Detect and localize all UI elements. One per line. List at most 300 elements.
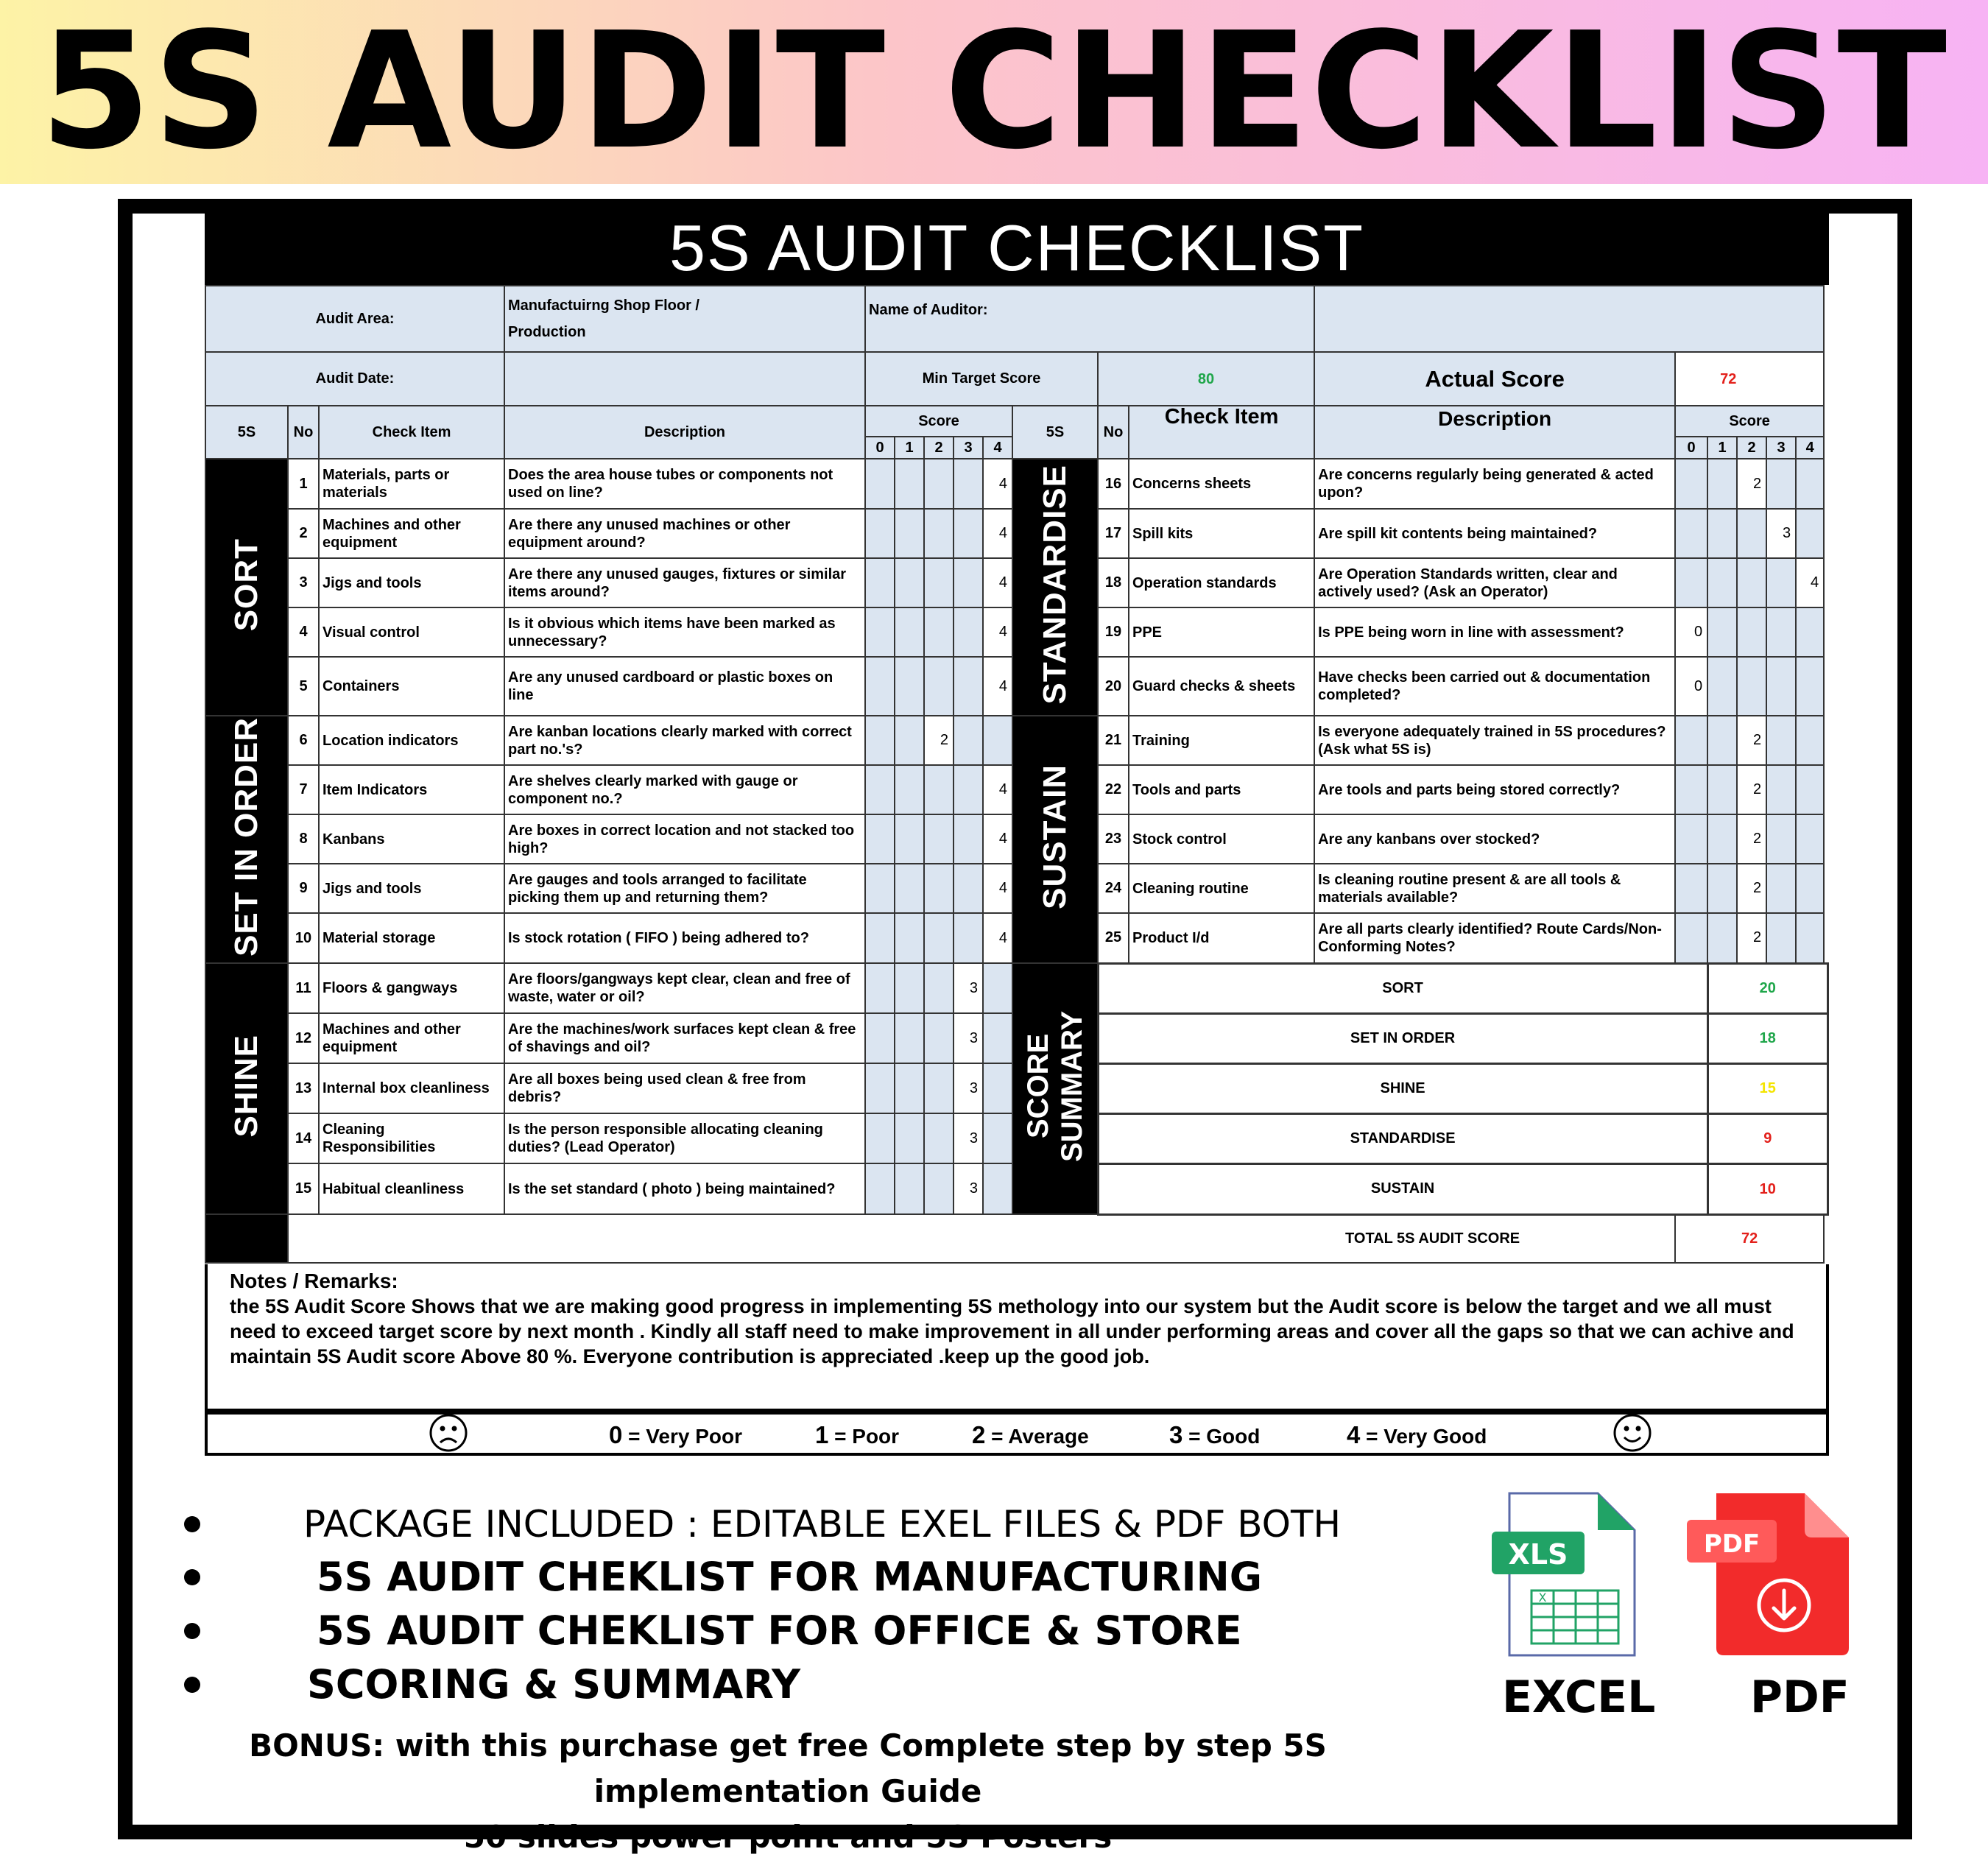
check-item: Operation standards <box>1129 558 1314 607</box>
item-number: 20 <box>1098 657 1129 716</box>
score-cell <box>1707 509 1737 558</box>
checklist-row <box>205 963 1828 1013</box>
section-label: SUSTAIN <box>1037 764 1073 909</box>
item-number: 2 <box>288 509 319 558</box>
legend-item-4 <box>1347 1422 1487 1450</box>
check-item: Visual control <box>319 607 504 657</box>
legend-text: = Very Poor <box>622 1425 742 1448</box>
score-cell <box>895 657 924 716</box>
score-value: 4 <box>1796 558 1824 607</box>
item-description: Are the machines/work surfaces kept clean & free of shavings and oil? <box>504 1013 865 1063</box>
item-number: 17 <box>1098 509 1129 558</box>
check-item: Tools and parts <box>1129 765 1314 814</box>
item-number: 5 <box>288 657 319 716</box>
actual-score-label: Actual Score <box>1314 352 1675 406</box>
legend-text: = Average <box>985 1425 1089 1448</box>
score-value: 4 <box>983 864 1012 913</box>
actual-score-value: 72 <box>1675 352 1824 406</box>
item-description: Is PPE being worn in line with assessment? <box>1314 607 1675 657</box>
score-value: 2 <box>924 716 954 765</box>
score-cell <box>924 1063 954 1113</box>
col-5s: 5S <box>1012 406 1098 459</box>
auditor-label <box>865 286 1314 352</box>
bonus-line: BONUS: with this purchase get free Complete step by step 5S implementation Guide <box>249 1727 1327 1809</box>
item-number: 3 <box>288 558 319 607</box>
legend-num: 0 <box>609 1421 623 1448</box>
col-no: No <box>288 406 319 459</box>
col-no: No <box>1098 406 1129 459</box>
auditor-label-text: Name of Auditor: <box>869 302 988 318</box>
item-number: 7 <box>288 765 319 814</box>
score-cell <box>1707 716 1737 765</box>
score-cell <box>983 716 1012 765</box>
item-description: Are tools and parts being stored correctly? <box>1314 765 1675 814</box>
score-cell <box>865 1063 895 1113</box>
score-cell <box>1675 814 1707 864</box>
score-cell <box>1796 913 1824 963</box>
check-item: Concerns sheets <box>1129 459 1314 509</box>
total-label: TOTAL 5S AUDIT SCORE <box>288 1214 1675 1263</box>
item-number: 6 <box>288 716 319 765</box>
score-cell <box>895 459 924 509</box>
item-number: 23 <box>1098 814 1129 864</box>
score-cell <box>1707 913 1737 963</box>
score-cell <box>865 1013 895 1063</box>
score-cell <box>983 963 1012 1013</box>
check-item: Machines and other equipment <box>319 509 504 558</box>
score-cell <box>983 1163 1012 1214</box>
item-number: 18 <box>1098 558 1129 607</box>
item-description: Are boxes in correct location and not stacked too high? <box>504 814 865 864</box>
section-label: SET IN ORDER <box>228 717 264 957</box>
item-number: 24 <box>1098 864 1129 913</box>
score-cell <box>1675 765 1707 814</box>
score-value: 0 <box>1675 607 1707 657</box>
item-description: Is stock rotation ( FIFO ) being adhered to? <box>504 913 865 963</box>
score-summary-label: SCORE SUMMARY <box>1021 1010 1088 1162</box>
score-digit-header: 0 <box>865 437 895 459</box>
section-band-left <box>205 459 288 716</box>
score-cell <box>1675 716 1707 765</box>
header-row-area <box>205 286 1828 352</box>
score-cell <box>895 1013 924 1063</box>
audit-area-line: Manufactuirng Shop Floor / <box>508 297 699 314</box>
col-description: Description <box>504 406 865 459</box>
score-cell <box>1707 765 1737 814</box>
checklist-row <box>205 716 1828 765</box>
score-digit-header: 2 <box>924 437 954 459</box>
item-description: Are shelves clearly marked with gauge or component no.? <box>504 765 865 814</box>
legend-num: 3 <box>1169 1421 1183 1448</box>
score-value: 2 <box>1737 765 1766 814</box>
package-item-text: PACKAGE INCLUDED : EDITABLE EXEL FILES & PDF BOTH <box>303 1503 1342 1546</box>
score-value: 4 <box>983 607 1012 657</box>
summary-label: STANDARDISE <box>1098 1113 1707 1163</box>
score-cell <box>954 716 983 765</box>
score-cell <box>895 607 924 657</box>
section-label: STANDARDISE <box>1037 465 1073 705</box>
check-item: Habitual cleanliness <box>319 1163 504 1214</box>
check-item: Jigs and tools <box>319 864 504 913</box>
score-cell <box>924 913 954 963</box>
item-number: 22 <box>1098 765 1129 814</box>
auditor-value <box>1314 286 1824 352</box>
score-value: 2 <box>1737 814 1766 864</box>
section-band-left <box>205 963 288 1214</box>
check-item: Floors & gangways <box>319 963 504 1013</box>
score-value: 3 <box>954 1063 983 1113</box>
summary-label: SORT <box>1098 963 1707 1013</box>
check-item: Item Indicators <box>319 765 504 814</box>
score-cell <box>924 558 954 607</box>
item-description: Are gauges and tools arranged to facilitate picking them up and returning them? <box>504 864 865 913</box>
summary-label: SUSTAIN <box>1098 1163 1707 1214</box>
score-cell <box>954 509 983 558</box>
summary-value: 20 <box>1707 963 1827 1013</box>
legend-item-2 <box>972 1422 1089 1450</box>
legend-text: = Good <box>1182 1425 1261 1448</box>
summary-label: SHINE <box>1098 1063 1707 1113</box>
score-cell <box>924 509 954 558</box>
section-band-left <box>205 716 288 963</box>
item-number: 10 <box>288 913 319 963</box>
check-item: Guard checks & sheets <box>1129 657 1314 716</box>
item-description: Are there any unused gauges, fixtures or similar items around? <box>504 558 865 607</box>
score-value: 3 <box>1766 509 1796 558</box>
audit-area-label: Audit Area: <box>205 286 504 352</box>
score-cell <box>1707 657 1737 716</box>
package-item-text: 5S AUDIT CHEKLIST FOR OFFICE & STORE <box>317 1607 1242 1654</box>
item-description: Is the person responsible allocating cleaning duties? (Lead Operator) <box>504 1113 865 1163</box>
score-value: 4 <box>983 765 1012 814</box>
section-label: SHINE <box>228 1035 264 1138</box>
item-number: 1 <box>288 459 319 509</box>
score-cell <box>865 657 895 716</box>
header-row-date <box>205 352 1828 406</box>
check-item: Internal box cleanliness <box>319 1063 504 1113</box>
score-digit-header: 1 <box>1707 437 1737 459</box>
score-digit-header: 0 <box>1675 437 1707 459</box>
score-cell <box>924 1163 954 1214</box>
score-cell <box>1675 913 1707 963</box>
score-cell <box>865 963 895 1013</box>
score-cell <box>954 864 983 913</box>
score-cell <box>1675 864 1707 913</box>
item-description: Are Operation Standards written, clear and actively used? (Ask an Operator) <box>1314 558 1675 607</box>
score-legend <box>205 1412 1829 1456</box>
item-number: 21 <box>1098 716 1129 765</box>
score-cell <box>954 765 983 814</box>
section-label: SORT <box>228 538 264 632</box>
score-cell <box>895 864 924 913</box>
item-number: 16 <box>1098 459 1129 509</box>
score-cell <box>1796 814 1824 864</box>
score-cell <box>865 459 895 509</box>
score-cell <box>895 509 924 558</box>
check-item: Spill kits <box>1129 509 1314 558</box>
score-cell <box>1675 558 1707 607</box>
item-description: Are kanban locations clearly marked with correct part no.'s? <box>504 716 865 765</box>
score-cell <box>1766 607 1796 657</box>
happy-face-icon <box>1612 1413 1652 1453</box>
col-5s: 5S <box>205 406 288 459</box>
item-number: 9 <box>288 864 319 913</box>
item-description: Is everyone adequately trained in 5S procedures? (Ask what 5S is) <box>1314 716 1675 765</box>
legend-item-3 <box>1169 1422 1260 1450</box>
bonus-text <box>125 1723 1451 1860</box>
score-value: 2 <box>1737 459 1766 509</box>
col-score: Score <box>1675 406 1824 437</box>
score-cell <box>1796 607 1824 657</box>
summary-value: 18 <box>1707 1013 1827 1063</box>
score-cell <box>865 814 895 864</box>
legend-num: 2 <box>972 1421 986 1448</box>
score-cell <box>924 1013 954 1063</box>
score-cell <box>924 765 954 814</box>
item-number: 13 <box>288 1063 319 1113</box>
score-cell <box>1796 657 1824 716</box>
score-cell <box>895 1163 924 1214</box>
notes-box <box>205 1264 1829 1412</box>
item-description: Have checks been carried out & documentation completed? <box>1314 657 1675 716</box>
score-value: 3 <box>954 1113 983 1163</box>
check-item: Jigs and tools <box>319 558 504 607</box>
score-cell <box>1707 864 1737 913</box>
checklist-row <box>205 459 1828 509</box>
check-item: Machines and other equipment <box>319 1013 504 1063</box>
excel-grid-mark: X <box>1538 1590 1547 1604</box>
pdf-file-icon <box>1682 1487 1859 1664</box>
score-cell <box>1737 558 1766 607</box>
score-value: 3 <box>954 1013 983 1063</box>
score-cell <box>865 913 895 963</box>
check-item: Cleaning Responsibilities <box>319 1113 504 1163</box>
score-cell <box>983 1013 1012 1063</box>
check-item: Product I/d <box>1129 913 1314 963</box>
score-cell <box>895 913 924 963</box>
col-score: Score <box>865 406 1012 437</box>
check-item: Training <box>1129 716 1314 765</box>
score-cell <box>865 864 895 913</box>
score-value: 4 <box>983 459 1012 509</box>
legend-num: 4 <box>1347 1421 1361 1448</box>
audit-area-line: Production <box>508 324 586 340</box>
item-description: Are floors/gangways kept clear, clean and free of waste, water or oil? <box>504 963 865 1013</box>
item-number: 12 <box>288 1013 319 1063</box>
check-item: Material storage <box>319 913 504 963</box>
score-cell <box>1766 864 1796 913</box>
score-cell <box>1707 814 1737 864</box>
banner-title: 5S AUDIT CHECKLIST <box>39 0 1949 185</box>
score-cell <box>865 607 895 657</box>
item-description: Are concerns regularly being generated & acted upon? <box>1314 459 1675 509</box>
summary-value: 9 <box>1707 1113 1827 1163</box>
score-cell <box>895 1113 924 1163</box>
item-number: 8 <box>288 814 319 864</box>
top-banner <box>0 0 1988 184</box>
score-cell <box>1675 459 1707 509</box>
score-cell <box>924 459 954 509</box>
col-check-item: Check Item <box>1129 406 1314 459</box>
check-item: Containers <box>319 657 504 716</box>
audit-sheet <box>205 211 1829 1456</box>
score-cell <box>895 716 924 765</box>
check-item: PPE <box>1129 607 1314 657</box>
legend-item-0 <box>609 1422 742 1450</box>
score-summary-band <box>1012 963 1098 1214</box>
score-cell <box>865 765 895 814</box>
total-value: 72 <box>1675 1214 1824 1263</box>
score-cell <box>954 657 983 716</box>
score-cell <box>924 1113 954 1163</box>
score-cell <box>1796 509 1824 558</box>
score-cell <box>1737 657 1766 716</box>
sad-face-icon <box>429 1413 468 1453</box>
check-item: Materials, parts or materials <box>319 459 504 509</box>
score-cell <box>865 509 895 558</box>
score-cell <box>983 1113 1012 1163</box>
sheet-title: 5S AUDIT CHECKLIST <box>205 211 1829 285</box>
score-value: 4 <box>983 657 1012 716</box>
score-value: 4 <box>983 558 1012 607</box>
package-item-text: SCORING & SUMMARY <box>307 1661 801 1708</box>
score-cell <box>1796 864 1824 913</box>
score-digit-header: 3 <box>1766 437 1796 459</box>
score-value: 4 <box>983 913 1012 963</box>
score-cell <box>1675 509 1707 558</box>
item-number: 11 <box>288 963 319 1013</box>
score-cell <box>865 558 895 607</box>
item-description: Is cleaning routine present & are all tools & materials available? <box>1314 864 1675 913</box>
score-digit-header: 4 <box>1796 437 1824 459</box>
score-cell <box>924 607 954 657</box>
audit-table <box>205 285 1829 1264</box>
score-cell <box>1766 765 1796 814</box>
check-item: Cleaning routine <box>1129 864 1314 913</box>
summary-label: SET IN ORDER <box>1098 1013 1707 1063</box>
score-cell <box>1796 459 1824 509</box>
check-item: Location indicators <box>319 716 504 765</box>
item-description: Are all boxes being used clean & free from debris? <box>504 1063 865 1113</box>
score-cell <box>895 1063 924 1113</box>
score-value: 2 <box>1737 913 1766 963</box>
check-item: Kanbans <box>319 814 504 864</box>
item-description: Are there any unused machines or other equipment around? <box>504 509 865 558</box>
total-row <box>205 1214 1828 1263</box>
score-value: 3 <box>954 963 983 1013</box>
score-value: 4 <box>983 814 1012 864</box>
item-description: Is it obvious which items have been marked as unnecessary? <box>504 607 865 657</box>
score-cell <box>895 558 924 607</box>
score-cell <box>865 716 895 765</box>
total-band <box>205 1214 288 1263</box>
legend-item-1 <box>815 1422 899 1450</box>
score-digit-header: 4 <box>983 437 1012 459</box>
score-cell <box>895 963 924 1013</box>
score-digit-header: 2 <box>1737 437 1766 459</box>
notes-title: Notes / Remarks: <box>230 1269 398 1292</box>
item-description: Are all parts clearly identified? Route Cards/Non-Conforming Notes? <box>1314 913 1675 963</box>
item-number: 19 <box>1098 607 1129 657</box>
item-number: 15 <box>288 1163 319 1214</box>
package-item-text: 5S AUDIT CHEKLIST FOR MANUFACTURING <box>317 1554 1263 1600</box>
score-cell <box>983 1063 1012 1113</box>
summary-value: 10 <box>1707 1163 1827 1214</box>
notes-text: the 5S Audit Score Shows that we are making good progress in implementing 5S methology into our system but the Audit score is below the target and we all must need to exceed target score by next month . Kindly all staff need to make improvement in all under performing areas and cover all the gaps so that we can achive and maintain 5S Audit score Above 80 %. Everyone contribution is appreciated .keep up the good job. <box>230 1295 1794 1367</box>
score-cell <box>954 913 983 963</box>
section-band-right <box>1012 716 1098 963</box>
score-cell <box>954 558 983 607</box>
item-description: Are any kanbans over stocked? <box>1314 814 1675 864</box>
audit-date-value <box>504 352 865 406</box>
item-number: 25 <box>1098 913 1129 963</box>
score-cell <box>924 657 954 716</box>
score-cell <box>865 1163 895 1214</box>
score-digit-header: 3 <box>954 437 983 459</box>
score-value: 2 <box>1737 716 1766 765</box>
score-cell <box>1766 814 1796 864</box>
score-cell <box>1766 558 1796 607</box>
audit-date-label: Audit Date: <box>205 352 504 406</box>
legend-text: = Poor <box>828 1425 900 1448</box>
item-number: 4 <box>288 607 319 657</box>
legend-num: 1 <box>815 1421 829 1448</box>
column-header-row <box>205 406 1828 437</box>
excel-label: EXCEL <box>1502 1671 1656 1723</box>
item-description: Are spill kit contents being maintained? <box>1314 509 1675 558</box>
score-cell <box>954 459 983 509</box>
score-cell <box>1766 716 1796 765</box>
score-cell <box>1707 558 1737 607</box>
legend-text: = Very Good <box>1360 1425 1487 1448</box>
score-cell <box>954 607 983 657</box>
item-description: Is the set standard ( photo ) being maintained? <box>504 1163 865 1214</box>
score-cell <box>1766 657 1796 716</box>
pdf-label: PDF <box>1750 1671 1850 1723</box>
item-number: 14 <box>288 1113 319 1163</box>
check-item: Stock control <box>1129 814 1314 864</box>
item-description: Does the area house tubes or components not used on line? <box>504 459 865 509</box>
score-cell <box>1737 607 1766 657</box>
score-cell <box>865 1113 895 1163</box>
score-value: 0 <box>1675 657 1707 716</box>
bonus-line: 50 slides power point and 5S Posters <box>463 1819 1113 1855</box>
summary-value: 15 <box>1707 1063 1827 1113</box>
score-cell <box>1707 607 1737 657</box>
score-cell <box>924 814 954 864</box>
col-description: Description <box>1314 406 1675 459</box>
score-digit-header: 1 <box>895 437 924 459</box>
min-target-value: 80 <box>1098 352 1314 406</box>
score-cell <box>1796 765 1824 814</box>
score-cell <box>1796 716 1824 765</box>
section-band-right <box>1012 459 1098 716</box>
item-description: Are any unused cardboard or plastic boxes on line <box>504 657 865 716</box>
pdf-badge-text: PDF <box>1703 1529 1760 1559</box>
score-cell <box>1766 459 1796 509</box>
score-value: 2 <box>1737 864 1766 913</box>
score-value: 4 <box>983 509 1012 558</box>
score-value: 3 <box>954 1163 983 1214</box>
score-cell <box>924 864 954 913</box>
audit-area-value <box>504 286 865 352</box>
score-cell <box>924 963 954 1013</box>
score-cell <box>1766 913 1796 963</box>
score-cell <box>954 814 983 864</box>
score-cell <box>1707 459 1737 509</box>
min-target-label: Min Target Score <box>865 352 1098 406</box>
score-cell <box>1737 509 1766 558</box>
